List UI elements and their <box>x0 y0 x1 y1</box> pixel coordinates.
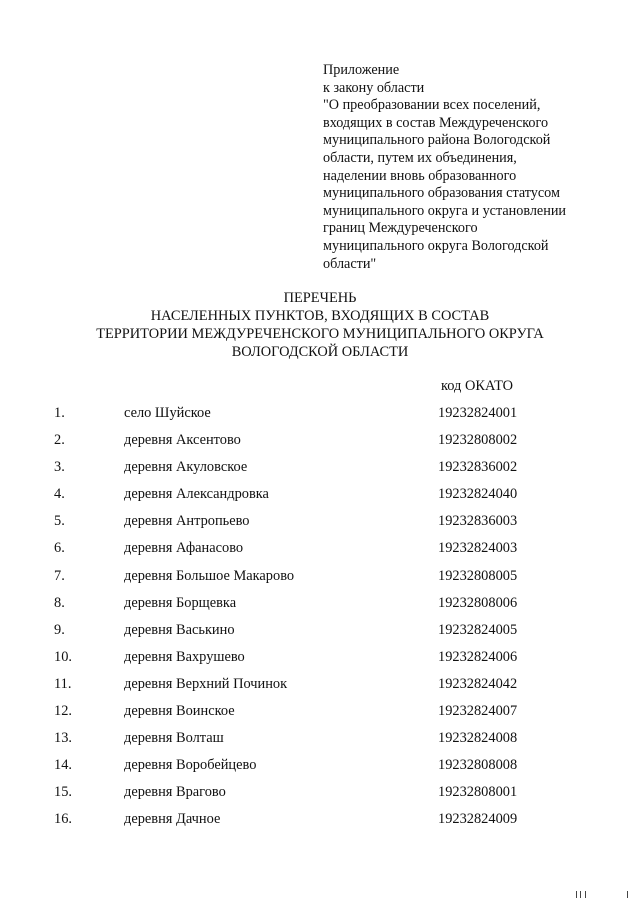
row-number: 2. <box>54 432 65 449</box>
scan-mark <box>585 891 586 898</box>
settlement-name: деревня Верхний Починок <box>124 675 288 692</box>
okato-code: 19232808001 <box>438 784 518 801</box>
settlement-name: деревня Антропьево <box>124 513 250 530</box>
appendix-line: муниципального округа Вологодской <box>323 237 549 254</box>
table-row <box>0 810 640 837</box>
row-number: 4. <box>54 486 65 503</box>
okato-code: 19232808005 <box>438 567 518 584</box>
appendix-line: "О преобразовании всех поселений, <box>323 97 541 114</box>
appendix-block <box>323 62 623 273</box>
scan-marks <box>576 891 636 899</box>
okato-code: 19232824009 <box>438 811 518 828</box>
appendix-line: наделении вновь образованного <box>323 167 517 184</box>
scan-mark <box>580 891 581 898</box>
okato-code: 19232824007 <box>438 703 518 720</box>
title-line: НАСЕЛЕННЫХ ПУНКТОВ, ВХОДЯЩИХ В СОСТАВ <box>150 308 490 324</box>
row-number: 12. <box>54 703 72 720</box>
settlement-name: деревня Александровка <box>124 486 269 503</box>
settlement-name: деревня Врагово <box>124 784 226 801</box>
okato-code: 19232808008 <box>438 757 518 774</box>
table-row <box>0 594 640 621</box>
row-number: 11. <box>54 675 72 692</box>
settlement-name: деревня Афанасово <box>124 540 244 557</box>
settlements-table <box>0 404 640 838</box>
settlement-name: деревня Воробейцево <box>124 757 257 774</box>
appendix-line: муниципального округа и установлении <box>323 202 567 219</box>
table-row <box>0 458 640 485</box>
appendix-line: области" <box>323 255 377 272</box>
okato-code: 19232824040 <box>438 486 518 503</box>
okato-code: 19232824006 <box>438 648 518 665</box>
row-number: 3. <box>54 459 65 476</box>
appendix-line: Приложение <box>323 62 400 78</box>
appendix-line: границ Междуреченского <box>323 220 478 237</box>
title-line: ТЕРРИТОРИИ МЕЖДУРЕЧЕНСКОГО МУНИЦИПАЛЬНОГО ОКРУГА <box>96 326 544 342</box>
row-number: 8. <box>54 594 65 611</box>
settlement-name: деревня Большое Макарово <box>124 567 295 584</box>
settlement-name: деревня Вахрушево <box>124 648 245 665</box>
row-number: 6. <box>54 540 65 557</box>
row-number: 9. <box>54 621 65 638</box>
table-row <box>0 512 640 539</box>
appendix-line: входящих в состав Междуреченского <box>323 114 549 131</box>
settlement-name: деревня Акуловское <box>124 459 248 476</box>
table-row <box>0 729 640 756</box>
appendix-line: муниципального образования статусом <box>323 185 560 202</box>
table-row <box>0 431 640 458</box>
table-row <box>0 702 640 729</box>
row-number: 15. <box>54 784 72 801</box>
okato-code: 19232808006 <box>438 594 518 611</box>
okato-code: 19232836003 <box>438 513 518 530</box>
table-row <box>0 621 640 648</box>
row-number: 13. <box>54 730 72 747</box>
okato-code: 19232836002 <box>438 459 518 476</box>
settlement-name: деревня Борщевка <box>124 594 237 611</box>
settlement-name: деревня Дачное <box>124 811 221 828</box>
table-row <box>0 404 640 431</box>
okato-code: 19232824001 <box>438 405 518 421</box>
okato-code: 19232824008 <box>438 730 518 747</box>
appendix-line: к закону области <box>323 79 425 96</box>
settlement-name: село Шуйское <box>124 405 211 421</box>
settlement-name: деревня Васькино <box>124 621 235 638</box>
row-number: 16. <box>54 811 72 828</box>
settlement-name: деревня Аксентово <box>124 432 241 449</box>
table-row <box>0 648 640 675</box>
table-row <box>0 783 640 810</box>
row-number: 5. <box>54 513 65 530</box>
table-row <box>0 567 640 594</box>
table-row <box>0 756 640 783</box>
row-number: 7. <box>54 567 65 584</box>
row-number: 14. <box>54 757 72 774</box>
scan-mark <box>627 891 628 898</box>
settlement-name: деревня Волташ <box>124 730 224 747</box>
okato-code: 19232824042 <box>438 675 518 692</box>
table-row <box>0 675 640 702</box>
title-line: ВОЛОГОДСКОЙ ОБЛАСТИ <box>231 344 409 360</box>
title-line: ПЕРЕЧЕНЬ <box>283 290 357 306</box>
settlement-name: деревня Воинское <box>124 703 235 720</box>
okato-code: 19232808002 <box>438 432 518 449</box>
scan-mark <box>576 891 577 898</box>
okato-column-header: код ОКАТО <box>441 378 514 394</box>
okato-code: 19232824005 <box>438 621 518 638</box>
appendix-line: муниципального района Вологодской <box>323 132 551 149</box>
okato-code: 19232824003 <box>438 540 518 557</box>
row-number: 1. <box>54 405 65 421</box>
table-row <box>0 539 640 566</box>
appendix-line: области, путем их объединения, <box>323 149 517 166</box>
document-title <box>0 289 640 361</box>
row-number: 10. <box>54 648 72 665</box>
table-row <box>0 485 640 512</box>
